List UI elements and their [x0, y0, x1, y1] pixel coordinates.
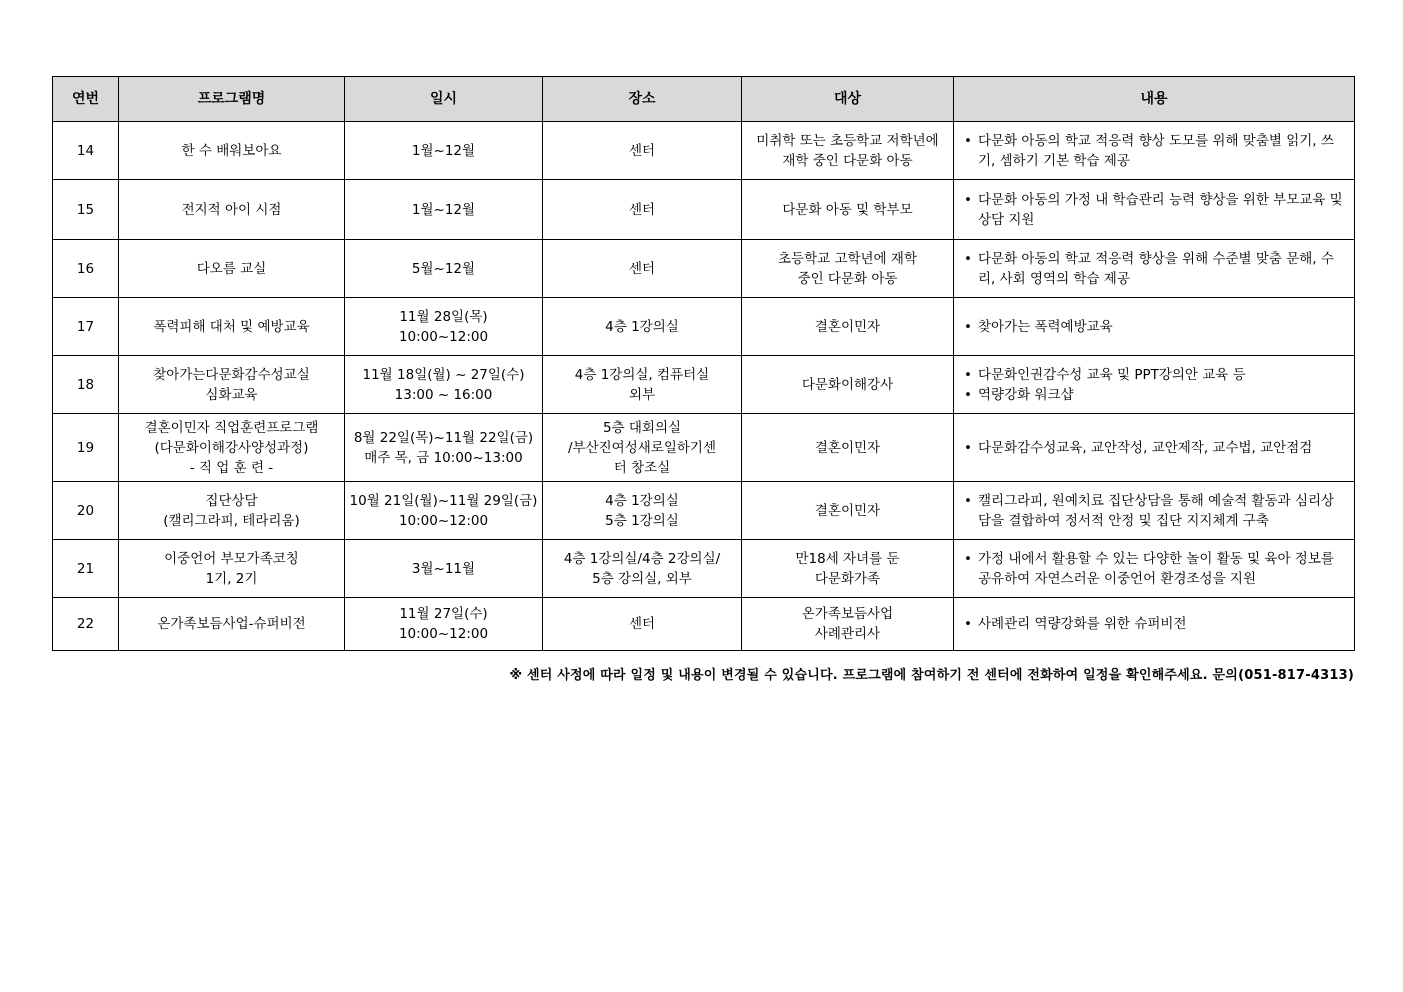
cell-program-name: 이중언어 부모가족코칭 1기, 2기: [119, 540, 345, 598]
cell-place: 5층 대회의실 /부산진여성새로일하기센 터 창조실: [543, 414, 742, 482]
cell-date: 8월 22일(목)~11월 22일(금) 매주 목, 금 10:00~13:00: [345, 414, 543, 482]
cell-place: 센터: [543, 180, 742, 240]
cell-content: [954, 122, 1355, 180]
cell-target: 다문화 아동 및 학부모: [742, 180, 954, 240]
cell-date: 11월 27일(수) 10:00~12:00: [345, 598, 543, 651]
table-row: [53, 298, 1355, 356]
cell-no: 17: [53, 298, 119, 356]
cell-date: 11월 28일(목) 10:00~12:00: [345, 298, 543, 356]
cell-date: 10월 21일(월)~11월 29일(금) 10:00~12:00: [345, 482, 543, 540]
cell-content: [954, 598, 1355, 651]
table-row: [53, 414, 1355, 482]
cell-target: 온가족보듬사업 사례관리사: [742, 598, 954, 651]
cell-content: [954, 298, 1355, 356]
cell-no: 19: [53, 414, 119, 482]
cell-program-name: 한 수 배워보아요: [119, 122, 345, 180]
content-bullet-list: [962, 365, 1346, 405]
cell-target: 초등학교 고학년에 재학 중인 다문화 아동: [742, 240, 954, 298]
header-program-name: 프로그램명: [119, 77, 345, 122]
cell-date: 3월~11월: [345, 540, 543, 598]
cell-date: 1월~12월: [345, 122, 543, 180]
cell-date: 1월~12월: [345, 180, 543, 240]
cell-program-name: 온가족보듬사업-슈퍼비전: [119, 598, 345, 651]
cell-no: 21: [53, 540, 119, 598]
cell-place: 센터: [543, 122, 742, 180]
content-bullet: • 다문화 아동의 가정 내 학습관리 능력 향상을 위한 부모교육 및 상담 지원: [962, 190, 1346, 230]
content-bullet: • 다문화 아동의 학교 적응력 향상 도모를 위해 맞춤별 읽기, 쓰기, 셈하기 기본 학습 제공: [962, 131, 1346, 171]
cell-target: 결혼이민자: [742, 298, 954, 356]
header-date: 일시: [345, 77, 543, 122]
content-bullet-list: [962, 249, 1346, 289]
content-bullet: • 역량강화 워크샵: [962, 385, 1346, 405]
cell-place: 4층 1강의실: [543, 298, 742, 356]
table-row: [53, 540, 1355, 598]
cell-no: 22: [53, 598, 119, 651]
cell-date: 5월~12월: [345, 240, 543, 298]
cell-target: 결혼이민자: [742, 414, 954, 482]
content-bullet-list: [962, 491, 1346, 531]
table-row: [53, 180, 1355, 240]
cell-content: [954, 482, 1355, 540]
cell-no: 14: [53, 122, 119, 180]
content-bullet-list: [962, 317, 1346, 337]
cell-program-name: 집단상담 (캘리그라피, 테라리움): [119, 482, 345, 540]
content-bullet: • 찾아가는 폭력예방교육: [962, 317, 1346, 337]
content-bullet: • 캘리그라피, 원예치료 집단상담을 통해 예술적 활동과 심리상담을 결합하여 정서적 안정 및 집단 지지체계 구축: [962, 491, 1346, 531]
cell-no: 18: [53, 356, 119, 414]
cell-no: 16: [53, 240, 119, 298]
content-bullet: • 가정 내에서 활용할 수 있는 다양한 놀이 활동 및 육아 정보를 공유하여 자연스러운 이중언어 환경조성을 지원: [962, 549, 1346, 589]
header-no: 연번: [53, 77, 119, 122]
content-bullet: • 다문화감수성교육, 교안작성, 교안제작, 교수법, 교안점검: [962, 438, 1346, 458]
cell-program-name: 결혼이민자 직업훈련프로그램 (다문화이해강사양성과정) - 직 업 훈 련 -: [119, 414, 345, 482]
content-bullet-list: [962, 549, 1346, 589]
cell-content: [954, 240, 1355, 298]
table-header-row: [53, 77, 1355, 122]
header-content: 내용: [954, 77, 1355, 122]
footnote: ※ 센터 사정에 따라 일정 및 내용이 변경될 수 있습니다. 프로그램에 참여하기 전 센터에 전화하여 일정을 확인해주세요. 문의(051-817-4313): [509, 668, 1354, 683]
table-row: [53, 122, 1355, 180]
header-place: 장소: [543, 77, 742, 122]
cell-content: [954, 356, 1355, 414]
content-bullet: • 다문화인권감수성 교육 및 PPT강의안 교육 등: [962, 365, 1346, 385]
content-bullet-list: [962, 131, 1346, 171]
header-target: 대상: [742, 77, 954, 122]
program-schedule-table: [52, 76, 1355, 651]
cell-place: 4층 1강의실/4층 2강의실/ 5층 강의실, 외부: [543, 540, 742, 598]
cell-place: 센터: [543, 240, 742, 298]
content-bullet-list: [962, 438, 1346, 458]
table-row: [53, 240, 1355, 298]
cell-no: 20: [53, 482, 119, 540]
cell-content: [954, 180, 1355, 240]
cell-program-name: 찾아가는다문화감수성교실 심화교육: [119, 356, 345, 414]
cell-target: 만18세 자녀를 둔 다문화가족: [742, 540, 954, 598]
content-bullet-list: [962, 614, 1346, 634]
content-bullet: • 사례관리 역량강화를 위한 슈퍼비전: [962, 614, 1346, 634]
cell-content: [954, 414, 1355, 482]
cell-target: 다문화이해강사: [742, 356, 954, 414]
table-row: [53, 482, 1355, 540]
table-row: [53, 356, 1355, 414]
cell-place: 4층 1강의실 5층 1강의실: [543, 482, 742, 540]
table-row: [53, 598, 1355, 651]
cell-no: 15: [53, 180, 119, 240]
cell-target: 미취학 또는 초등학교 저학년에 재학 중인 다문화 아동: [742, 122, 954, 180]
cell-target: 결혼이민자: [742, 482, 954, 540]
cell-program-name: 다오름 교실: [119, 240, 345, 298]
cell-content: [954, 540, 1355, 598]
cell-place: 4층 1강의실, 컴퓨터실 외부: [543, 356, 742, 414]
content-bullet: • 다문화 아동의 학교 적응력 향상을 위해 수준별 맞춤 문해, 수리, 사회 영역의 학습 제공: [962, 249, 1346, 289]
cell-place: 센터: [543, 598, 742, 651]
cell-program-name: 전지적 아이 시점: [119, 180, 345, 240]
content-bullet-list: [962, 190, 1346, 230]
cell-date: 11월 18일(월) ~ 27일(수) 13:00 ~ 16:00: [345, 356, 543, 414]
cell-program-name: 폭력피해 대처 및 예방교육: [119, 298, 345, 356]
